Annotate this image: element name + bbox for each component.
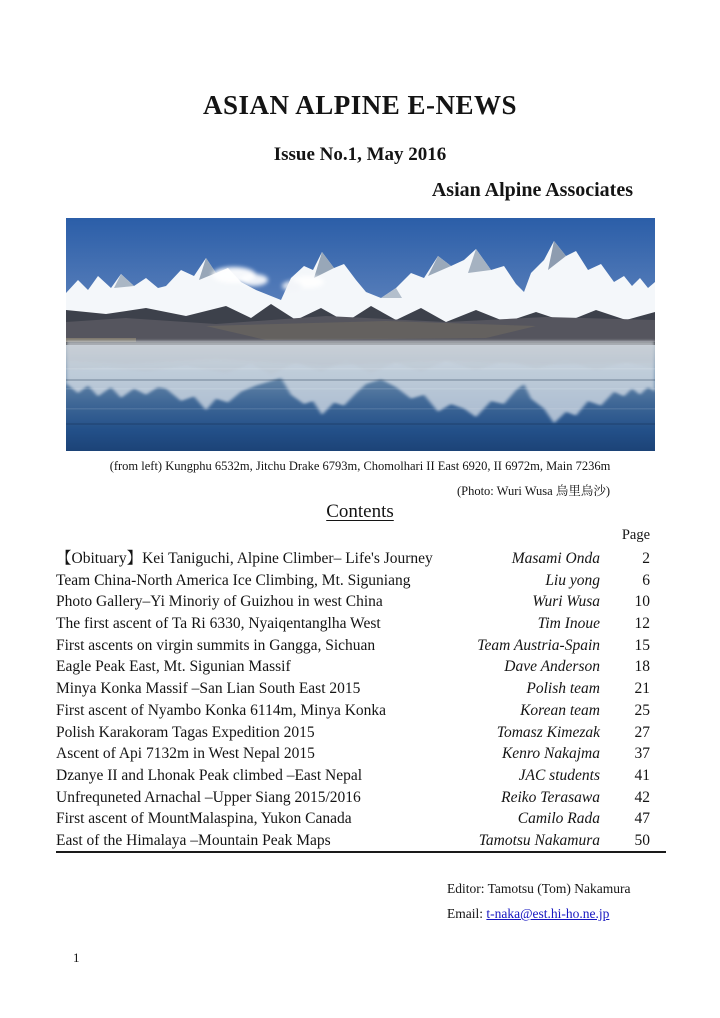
contents-row (56, 787, 650, 809)
contents-row-title: 【Obituary】Kei Taniguchi, Alpine Climber– Life's Journey (56, 550, 433, 567)
contents-row (56, 548, 650, 570)
contents-row-author: Dave Anderson (504, 658, 600, 676)
contents-row-page: 12 (634, 615, 650, 633)
contents-row-page: 37 (634, 745, 650, 763)
contents-row-title: First ascent of MountMalaspina, Yukon Canada (56, 810, 352, 828)
page-column-header: Page (621, 527, 650, 543)
email-link[interactable]: t-naka@est.hi-ho.ne.jp (486, 906, 610, 921)
contents-row-page: 42 (634, 788, 650, 806)
contents-row (56, 700, 650, 722)
contents-row-title: First ascents on virgin summits in Gangga, Sichuan (56, 636, 376, 654)
contents-row (56, 808, 650, 830)
contents-row-page: 50 (634, 831, 650, 849)
contents-row-author: Tamotsu Nakamura (478, 831, 600, 849)
contents-row-title: Polish Karakoram Tagas Expedition 2015 (56, 723, 315, 741)
contents-row (56, 830, 650, 852)
contents-row-author: Team Austria-Spain (477, 636, 600, 654)
contents-row-title: Eagle Peak East, Mt. Sigunian Massif (56, 658, 291, 676)
contents-row-page: 25 (634, 701, 650, 719)
contents-row-page: 18 (634, 658, 650, 676)
contents-row-author: Wuri Wusa (532, 593, 600, 611)
contents-row-author: Tomasz Kimezak (496, 723, 600, 741)
editor-line: Editor: Tamotsu (Tom) Nakamura (447, 881, 631, 896)
photo-credit: (Photo: Wuri Wusa 烏里烏沙) (456, 484, 610, 498)
contents-row-author: Kenro Nakajma (501, 745, 600, 763)
contents-row-page: 21 (634, 680, 650, 698)
contents-row (56, 570, 650, 592)
contents-row-title: Dzanye II and Lhonak Peak climbed –East Nepal (56, 766, 363, 784)
contents-row-page: 15 (634, 636, 650, 654)
contents-row-author: Tim Inoue (537, 615, 600, 633)
contents-row-title: East of the Himalaya –Mountain Peak Maps (56, 831, 331, 849)
email-label: Email: (447, 906, 487, 921)
mountain-lake-photo (66, 218, 655, 451)
contents-row-author: Masami Onda (511, 550, 600, 567)
contents-row-page: 27 (634, 723, 650, 741)
contents-row-author: Korean team (520, 701, 600, 719)
contents-list (56, 548, 650, 852)
contents-row (56, 743, 650, 765)
issue-subtitle: Issue No.1, May 2016 (273, 144, 447, 165)
email-line (447, 901, 630, 926)
editor-block (447, 876, 630, 926)
contents-row-title: Ascent of Api 7132m in West Nepal 2015 (56, 745, 315, 763)
contents-heading: Contents (326, 501, 394, 522)
contents-divider (56, 851, 666, 853)
contents-row (56, 678, 650, 700)
contents-row (56, 613, 650, 635)
contents-row-author: Polish team (526, 680, 600, 698)
contents-row-page: 6 (642, 571, 650, 589)
contents-row-page: 47 (634, 810, 650, 828)
contents-row-title: Team China-North America Ice Climbing, Mt. Siguniang (56, 571, 411, 589)
contents-row (56, 765, 650, 787)
contents-row-title: First ascent of Nyambo Konka 6114m, Minya Konka (56, 701, 387, 719)
contents-row-title: Unfrequneted Arnachal –Upper Siang 2015/2016 (56, 788, 361, 806)
contents-row (56, 656, 650, 678)
contents-row-title: The first ascent of Ta Ri 6330, Nyaiqentanglha West (56, 615, 381, 633)
contents-row-title: Photo Gallery–Yi Minoriy of Guizhou in west China (56, 593, 383, 611)
contents-row (56, 635, 650, 657)
contents-row-author: Reiko Terasawa (501, 788, 600, 806)
contents-row-page: 41 (634, 766, 650, 784)
contents-row (56, 722, 650, 744)
contents-row-author: Camilo Rada (517, 810, 600, 828)
organization-name: Asian Alpine Associates (431, 179, 633, 201)
contents-row-page: 10 (634, 593, 650, 611)
contents-row (56, 591, 650, 613)
page-title: ASIAN ALPINE E-NEWS (202, 90, 518, 120)
mountain-photo-illustration (66, 218, 655, 451)
contents-row-title: Minya Konka Massif –San Lian South East 2015 (56, 680, 361, 698)
footer-page-number: 1 (73, 950, 80, 965)
photo-caption: (from left) Kungphu 6532m, Jitchu Drake 6793m, Chomolhari II East 6920, II 6972m, Main 7236m (109, 459, 611, 473)
contents-row-author: JAC students (518, 766, 600, 784)
contents-row-author: Liu yong (545, 571, 600, 589)
contents-row-page: 2 (642, 550, 650, 567)
